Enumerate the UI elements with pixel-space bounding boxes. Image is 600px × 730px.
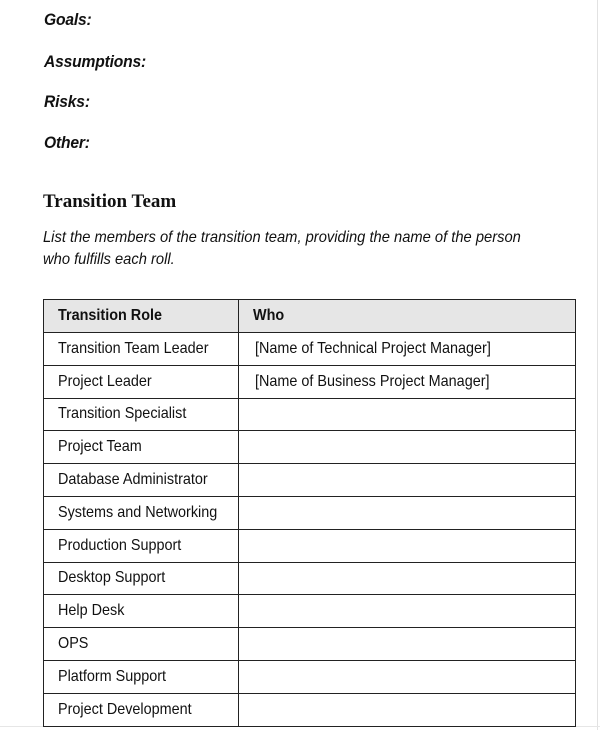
who-cell bbox=[239, 496, 576, 529]
header-who bbox=[239, 300, 576, 333]
other-label: Other: bbox=[44, 133, 90, 152]
table-row bbox=[44, 496, 576, 529]
table-row bbox=[44, 660, 576, 693]
role-cell bbox=[44, 496, 239, 529]
who-cell bbox=[239, 464, 576, 497]
table-row bbox=[44, 693, 576, 726]
role-cell bbox=[44, 595, 239, 628]
who-cell bbox=[239, 529, 576, 562]
who-cell bbox=[239, 660, 576, 693]
role-cell bbox=[44, 529, 239, 562]
table-row bbox=[44, 595, 576, 628]
role-cell bbox=[44, 628, 239, 661]
table-row bbox=[44, 628, 576, 661]
who-cell bbox=[239, 693, 576, 726]
role-cell bbox=[44, 365, 239, 398]
who-cell bbox=[239, 562, 576, 595]
risks-label: Risks: bbox=[44, 92, 90, 111]
role-cell bbox=[44, 464, 239, 497]
who-cell bbox=[239, 628, 576, 661]
header-transition-role-text: Transition Role bbox=[58, 307, 163, 324]
header-who-text: Who bbox=[253, 307, 285, 324]
who-cell bbox=[239, 333, 576, 366]
section-title: Transition Team bbox=[43, 191, 177, 212]
role-cell bbox=[44, 398, 239, 431]
table-row bbox=[44, 431, 576, 464]
role-cell bbox=[44, 333, 239, 366]
role-text: Project Development bbox=[58, 700, 192, 718]
transition-team-table bbox=[43, 299, 576, 727]
role-cell bbox=[44, 693, 239, 726]
role-cell bbox=[44, 660, 239, 693]
who-cell bbox=[239, 365, 576, 398]
role-text: Database Administrator bbox=[58, 471, 208, 489]
table-header-row bbox=[44, 300, 576, 333]
role-text: Transition Specialist bbox=[58, 405, 187, 423]
table-row bbox=[44, 365, 576, 398]
who-cell bbox=[239, 595, 576, 628]
page-edge-right bbox=[597, 0, 598, 730]
role-text: Transition Team Leader bbox=[58, 339, 209, 357]
role-text: Project Team bbox=[58, 438, 142, 456]
role-text: Help Desk bbox=[58, 602, 125, 620]
table-row bbox=[44, 333, 576, 366]
table-row bbox=[44, 398, 576, 431]
assumptions-label: Assumptions: bbox=[44, 52, 147, 71]
who-text: [Name of Technical Project Manager] bbox=[255, 339, 491, 357]
who-cell bbox=[239, 398, 576, 431]
who-cell bbox=[239, 431, 576, 464]
section-instruction: List the members of the transition team, providing the name of the person who fulfills each roll. bbox=[43, 229, 521, 268]
header-transition-role bbox=[44, 300, 239, 333]
table-row bbox=[44, 529, 576, 562]
role-text: Platform Support bbox=[58, 667, 167, 685]
role-cell bbox=[44, 562, 239, 595]
role-cell bbox=[44, 431, 239, 464]
who-text: [Name of Business Project Manager] bbox=[255, 372, 490, 390]
goals-label: Goals: bbox=[44, 10, 92, 29]
role-text: Systems and Networking bbox=[58, 503, 218, 521]
role-text: Desktop Support bbox=[58, 569, 166, 587]
table-row bbox=[44, 464, 576, 497]
role-text: Project Leader bbox=[58, 372, 152, 390]
table-row bbox=[44, 562, 576, 595]
role-text: OPS bbox=[58, 635, 89, 653]
role-text: Production Support bbox=[58, 536, 182, 554]
